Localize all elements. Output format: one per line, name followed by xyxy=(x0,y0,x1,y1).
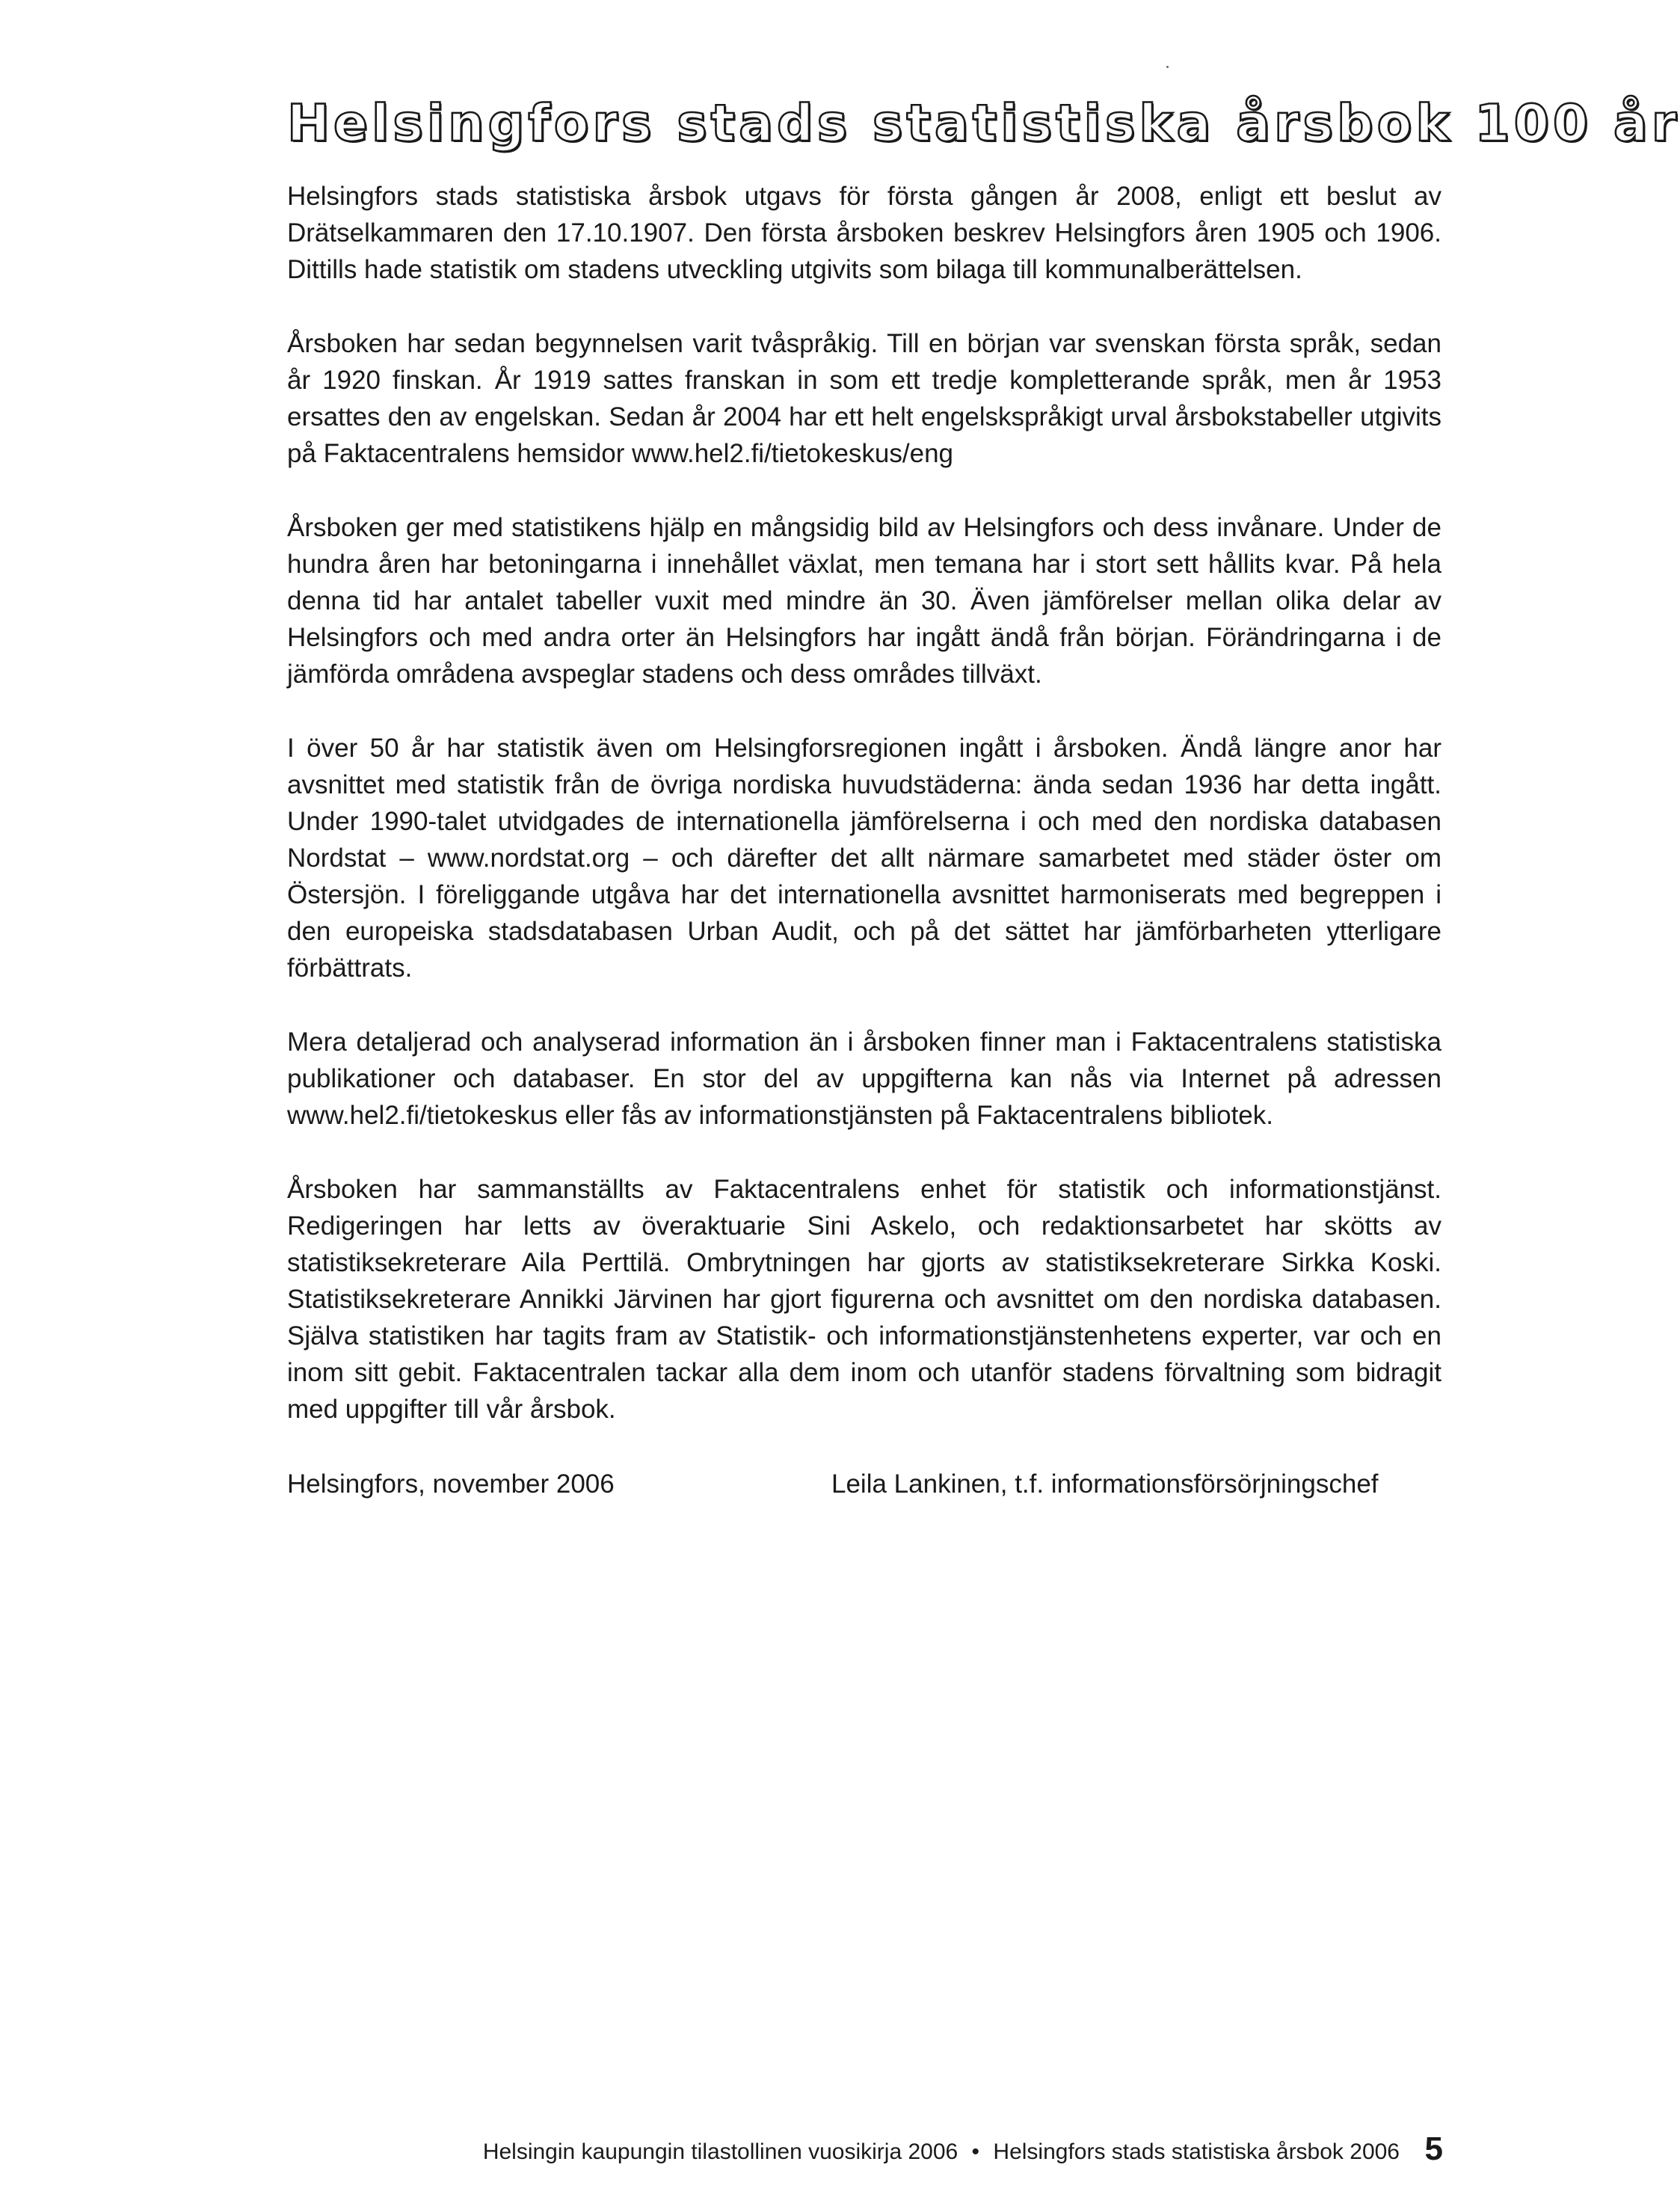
scan-speck xyxy=(1166,66,1169,68)
signature-name-title: Leila Lankinen, t.f. informationsförsörjningschef xyxy=(831,1469,1379,1499)
paragraph-languages: Årsboken har sedan begynnelsen varit tvåspråkig. Till en början var svenskan första språk, sedan år 1920 finskan. År 1919 sattes franskan in som ett tredje kompletterande språk, men år 1953 ersattes den av engelskan. Sedan år 2004 har ett helt engelskspråkigt urval årsbokstabeller utgivits på Faktacentralens hemsidor www.hel2.fi/tietokeskus/eng xyxy=(287,329,1441,468)
footer-finnish-title: Helsingin kaupungin tilastollinen vuosikirja 2006 xyxy=(482,2139,959,2164)
paragraph-content: Årsboken ger med statistikens hjälp en mångsidig bild av Helsingfors och dess invånare. Under de hundra åren har betoningarna i innehållet växlat, men temana har i stort sett hållits kvar. På hela denna tid har antalet tabeller vuxit med mindre än 30. Även jämförelser mellan olika delar av Helsingfors och med andra orter än Helsingfors har ingått ändå från början. Förändringarna i de jämförda områdena avspeglar stadens och dess områdes tillväxt. xyxy=(287,513,1441,689)
paragraph-credits: Årsboken har sammanställts av Faktacentralens enhet för statistik och informationstjänst. Redigeringen har letts av överaktuarie Sini Askelo, och redaktionsarbetet har skötts av statistiksekreterare Aila Perttilä. Ombrytningen har gjorts av statistiksekreterare Sirkka Koski. Statistiksekreterare Annikki Järvinen har gjort figurerna och avsnittet om den nordiska databasen. Själva statistiken har tagits fram av Statistik- och informationstjänstenhetens experter, var och en inom sitt gebit. Faktacentralen tackar alla dem inom och utanför stadens förvaltning som bidragit med uppgifter till vår årsbok. xyxy=(287,1175,1441,1424)
body-text xyxy=(287,178,1441,1465)
page-footer xyxy=(483,2137,1400,2167)
footer-separator: • xyxy=(971,2139,980,2164)
paragraph-regional-statistics: I över 50 år har statistik även om Helsingforsregionen ingått i årsboken. Ändå längre anor har avsnittet med statistik från de övriga nordiska huvudstäderna: ända sedan 1936 har detta ingått. Under 1990-talet utvidgades de internationella jämförelserna i och med den nordiska databasen Nordstat – www.nordstat.org – och därefter det allt närmare samarbetet med städer öster om Östersjön. I föreliggande utgåva har det internationella avsnittet harmoniserats med begreppen i den europeiska stadsdatabasen Urban Audit, och på det sättet har jämförbarheten ytterligare förbättrats. xyxy=(287,734,1441,983)
page-title: Helsingfors stads statistiska årsbok 100 år xyxy=(287,94,1680,153)
paragraph-publications: Mera detaljerad och analyserad information än i årsboken finner man i Faktacentralens statistiska publikationer och databaser. En stor del av uppgifterna kan nås via Internet på adressen www.hel2.fi/tietokeskus eller fås av informationstjänsten på Faktacentralens bibliotek. xyxy=(287,1027,1441,1130)
footer-swedish-title: Helsingfors stads statistiska årsbok 2006 xyxy=(993,2139,1400,2164)
page-number: 5 xyxy=(1424,2130,1443,2167)
signature-block xyxy=(287,1466,1441,1511)
signature-place-date: Helsingfors, november 2006 xyxy=(287,1469,615,1499)
paragraph-history: Helsingfors stads statistiska årsbok utgavs för första gången år 2008, enligt ett beslut av Drätselkammaren den 17.10.1907. Den första årsboken beskrev Helsingfors åren 1905 och 1906. Dittills hade statistik om stadens utveckling utgivits som bilaga till kommunalberättelsen. xyxy=(287,182,1441,284)
